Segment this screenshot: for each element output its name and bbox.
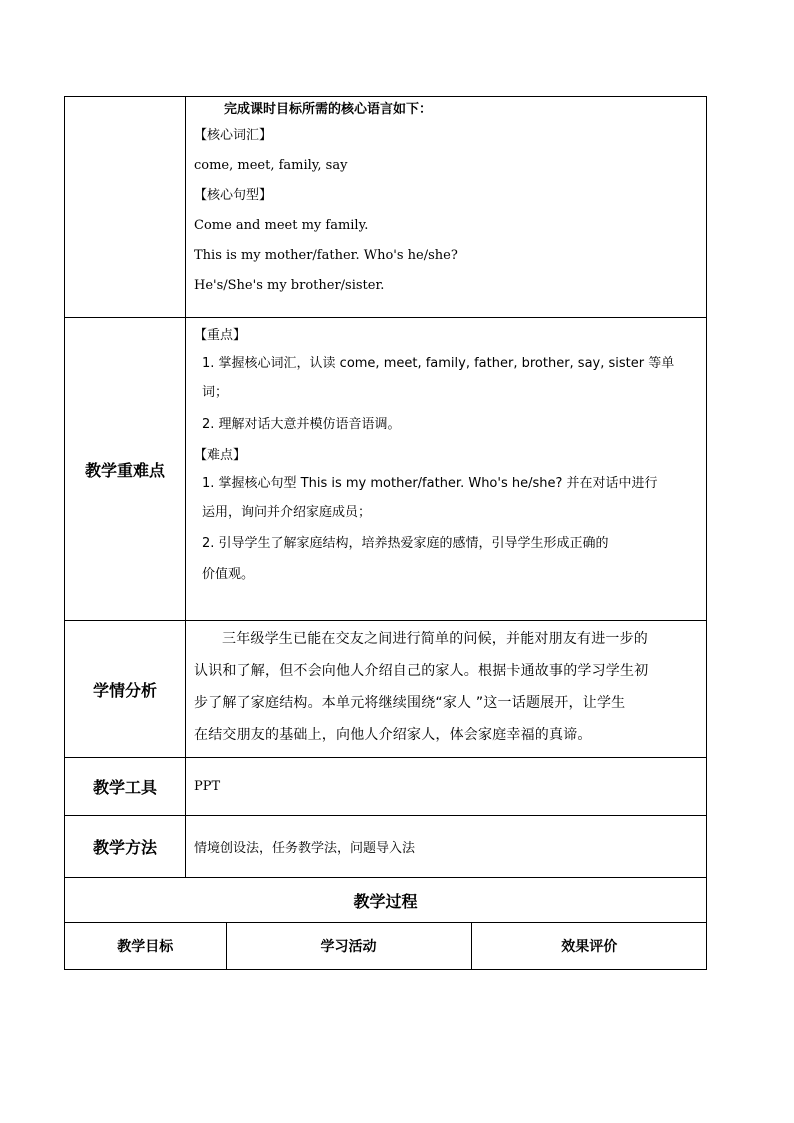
analysis-line-4: 在结交朋友的基础上，向他人介绍家人，体会家庭幸福的真谛。	[194, 727, 592, 743]
pattern-1: Come and meet my family.	[194, 218, 369, 233]
analysis-line-1: 三年级学生已能在交友之间进行简单的问候，并能对朋友有进一步的	[222, 631, 648, 647]
process-columns-cell	[65, 923, 707, 970]
lesson-plan-table	[64, 96, 707, 970]
focus-item-2: 2. 理解对话大意并模仿语音语调。	[202, 417, 401, 432]
pattern-2: This is my mother/father. Who's he/she?	[194, 248, 458, 263]
difficulty-item-2-line-b: 价值观。	[202, 567, 255, 582]
analysis-cell	[186, 621, 707, 758]
methods-row	[65, 816, 707, 878]
tools-row	[65, 758, 707, 816]
focus-header: 【重点】	[194, 328, 247, 343]
process-title: 教学过程	[65, 878, 707, 923]
difficulty-header: 【难点】	[194, 448, 247, 463]
analysis-line-3: 步了解了家庭结构。本单元将继续围绕“家人 ”这一话题展开，让学生	[194, 695, 626, 711]
key-points-row	[65, 318, 707, 621]
tools-value: PPT	[186, 758, 707, 816]
process-columns-row	[65, 923, 707, 970]
methods-value: 情境创设法，任务教学法，问题导入法	[186, 816, 707, 878]
analysis-line-2: 认识和了解，但不会向他人介绍自己的家人。根据卡通故事的学习学生初	[194, 663, 649, 679]
key-points-label: 教学重难点	[65, 318, 186, 621]
difficulty-item-1-line-b: 运用，询问并介绍家庭成员；	[202, 505, 372, 520]
difficulty-item-1-line-a: 1. 掌握核心句型 This is my mother/father. Who's he/she? 并在对话中进行	[202, 476, 658, 491]
vocab-list: come, meet, family, say	[194, 158, 348, 173]
column-activity: 学习活动	[226, 923, 471, 969]
process-title-row	[65, 878, 707, 923]
vocab-header: 【核心词汇】	[194, 128, 273, 143]
key-points-cell	[186, 318, 707, 621]
core-language-label-cell	[65, 97, 186, 318]
core-language-cell	[186, 97, 707, 318]
analysis-row	[65, 621, 707, 758]
difficulty-item-2-line-a: 2. 引导学生了解家庭结构，培养热爱家庭的感情，引导学生形成正确的	[202, 536, 609, 551]
methods-label: 教学方法	[65, 816, 186, 878]
core-language-row	[65, 97, 707, 318]
column-evaluation: 效果评价	[561, 939, 618, 955]
pattern-3: He's/She's my brother/sister.	[194, 278, 385, 293]
pattern-header: 【核心句型】	[194, 188, 273, 203]
focus-item-1-line-a: 1. 掌握核心词汇，认读 come, meet, family, father, brother, say, sister 等单	[202, 356, 675, 371]
core-language-intro: 完成课时目标所需的核心语言如下：	[224, 102, 433, 117]
process-columns-table	[65, 923, 707, 969]
analysis-label: 学情分析	[65, 621, 186, 758]
column-objective: 教学目标	[65, 923, 226, 969]
tools-label: 教学工具	[65, 758, 186, 816]
focus-item-1-line-b: 词；	[202, 385, 229, 400]
